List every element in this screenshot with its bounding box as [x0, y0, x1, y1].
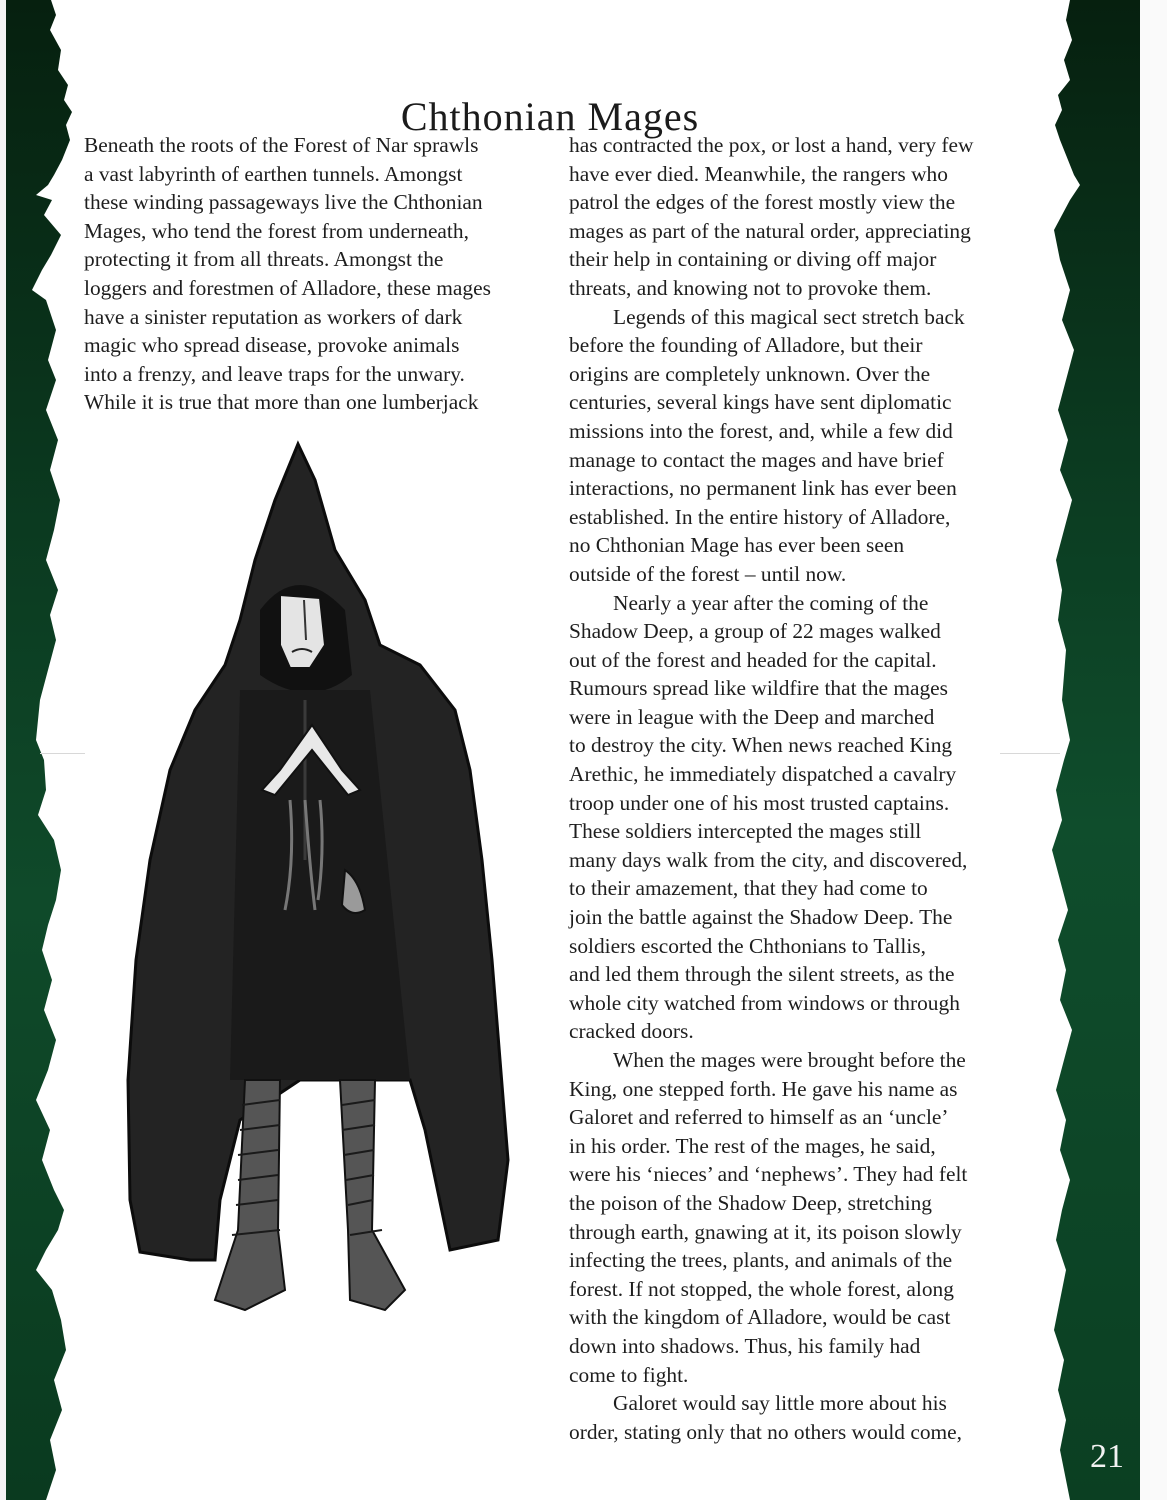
- text-line: loggers and forestmen of Alladore, these mages: [84, 275, 491, 300]
- text-line: Shadow Deep, a group of 22 mages walked: [569, 619, 941, 644]
- text-line: order, stating only that no others would come,: [569, 1419, 963, 1444]
- text-line: many days walk from the city, and discovered,: [569, 847, 968, 872]
- text-line: forest. If not stopped, the whole forest, along: [569, 1276, 954, 1301]
- text-line: these winding passageways live the Chthonian: [84, 190, 483, 215]
- text-line: join the battle against the Shadow Deep. The: [569, 905, 953, 930]
- text-line: Beneath the roots of the Forest of Nar sprawls: [84, 133, 479, 157]
- right-text-column: [569, 131, 1019, 1446]
- text-line: and led them through the silent streets, as the: [569, 962, 955, 987]
- text-line: soldiers escorted the Chthonians to Tallis,: [569, 933, 926, 958]
- text-line: infecting the trees, plants, and animals of the: [569, 1248, 953, 1273]
- text-line: whole city watched from windows or through: [569, 990, 960, 1015]
- text-line: their help in containing or diving off major: [569, 247, 937, 272]
- text-line: into a frenzy, and leave traps for the unwary.: [84, 361, 465, 386]
- text-line: out of the forest and headed for the capital.: [569, 647, 937, 672]
- text-line: troop under one of his most trusted captains.: [569, 790, 950, 815]
- text-line: down into shadows. Thus, his family had: [569, 1333, 921, 1358]
- text-line: When the mages were brought before the: [613, 1048, 966, 1072]
- text-line: the poison of the Shadow Deep, stretching: [569, 1190, 932, 1215]
- torn-green-border-right: [1000, 0, 1140, 1500]
- text-line: Mages, who tend the forest from underneath,: [84, 218, 469, 243]
- text-line: Nearly a year after the coming of the: [613, 590, 929, 615]
- text-line: established. In the entire history of Alladore,: [569, 504, 951, 529]
- text-line: Legends of this magical sect stretch back: [613, 304, 965, 329]
- text-line: magic who spread disease, provoke animals: [84, 333, 460, 358]
- page-number: 21: [1090, 1438, 1124, 1475]
- text-line: have a sinister reputation as workers of dark: [84, 304, 463, 329]
- torn-green-border-left: [6, 0, 86, 1500]
- text-line: protecting it from all threats. Amongst the: [84, 247, 444, 272]
- text-line: origins are completely unknown. Over the: [569, 361, 931, 386]
- text-line: were his ‘nieces’ and ‘nephews’. They had felt: [569, 1162, 968, 1187]
- text-line: patrol the edges of the forest mostly view the: [569, 190, 956, 215]
- text-line: were in league with the Deep and marched: [569, 704, 935, 729]
- left-text-column: [84, 131, 544, 417]
- text-line: manage to contact the mages and have brief: [569, 447, 944, 472]
- text-line: before the founding of Alladore, but their: [569, 333, 923, 358]
- text-line: to destroy the city. When news reached King: [569, 733, 953, 758]
- text-line: While it is true that more than one lumberjack: [84, 390, 479, 415]
- mage-illustration: [120, 440, 520, 1440]
- text-line: Rumours spread like wildfire that the mages: [569, 676, 948, 701]
- text-line: to their amazement, that they had come to: [569, 876, 928, 901]
- text-line: Arethic, he immediately dispatched a cavalry: [569, 762, 957, 787]
- text-line: threats, and knowing not to provoke them.: [569, 275, 932, 300]
- page-title: Chthonian Mages: [400, 93, 700, 139]
- text-line: outside of the forest – until now.: [569, 561, 847, 586]
- text-line: mages as part of the natural order, appreciating: [569, 218, 971, 243]
- text-line: come to fight.: [569, 1362, 689, 1387]
- leg-wraps-right: [340, 1080, 405, 1310]
- text-line: centuries, several kings have sent diplomatic: [569, 390, 952, 415]
- text-line: interactions, no permanent link has ever been: [569, 476, 957, 501]
- text-line: Galoret and referred to himself as an ‘uncle’: [569, 1105, 949, 1130]
- text-line: with the kingdom of Alladore, would be cast: [569, 1305, 951, 1330]
- scan-artifact-line: [40, 753, 85, 754]
- text-line: no Chthonian Mage has ever been seen: [569, 533, 905, 558]
- text-line: have ever died. Meanwhile, the rangers who: [569, 161, 948, 186]
- text-line: These soldiers intercepted the mages still: [569, 819, 922, 844]
- text-line: through earth, gnawing at it, its poison slowly: [569, 1219, 962, 1244]
- text-line: King, one stepped forth. He gave his name as: [569, 1076, 958, 1101]
- text-line: cracked doors.: [569, 1019, 694, 1044]
- text-line: in his order. The rest of the mages, he said,: [569, 1133, 936, 1158]
- face: [280, 595, 325, 668]
- text-line: has contracted the pox, or lost a hand, very few: [569, 133, 974, 157]
- text-line: Galoret would say little more about his: [613, 1391, 947, 1416]
- page-edge-right: [1139, 0, 1167, 1500]
- text-line: a vast labyrinth of earthen tunnels. Amongst: [84, 161, 463, 186]
- text-line: missions into the forest, and, while a few did: [569, 418, 953, 443]
